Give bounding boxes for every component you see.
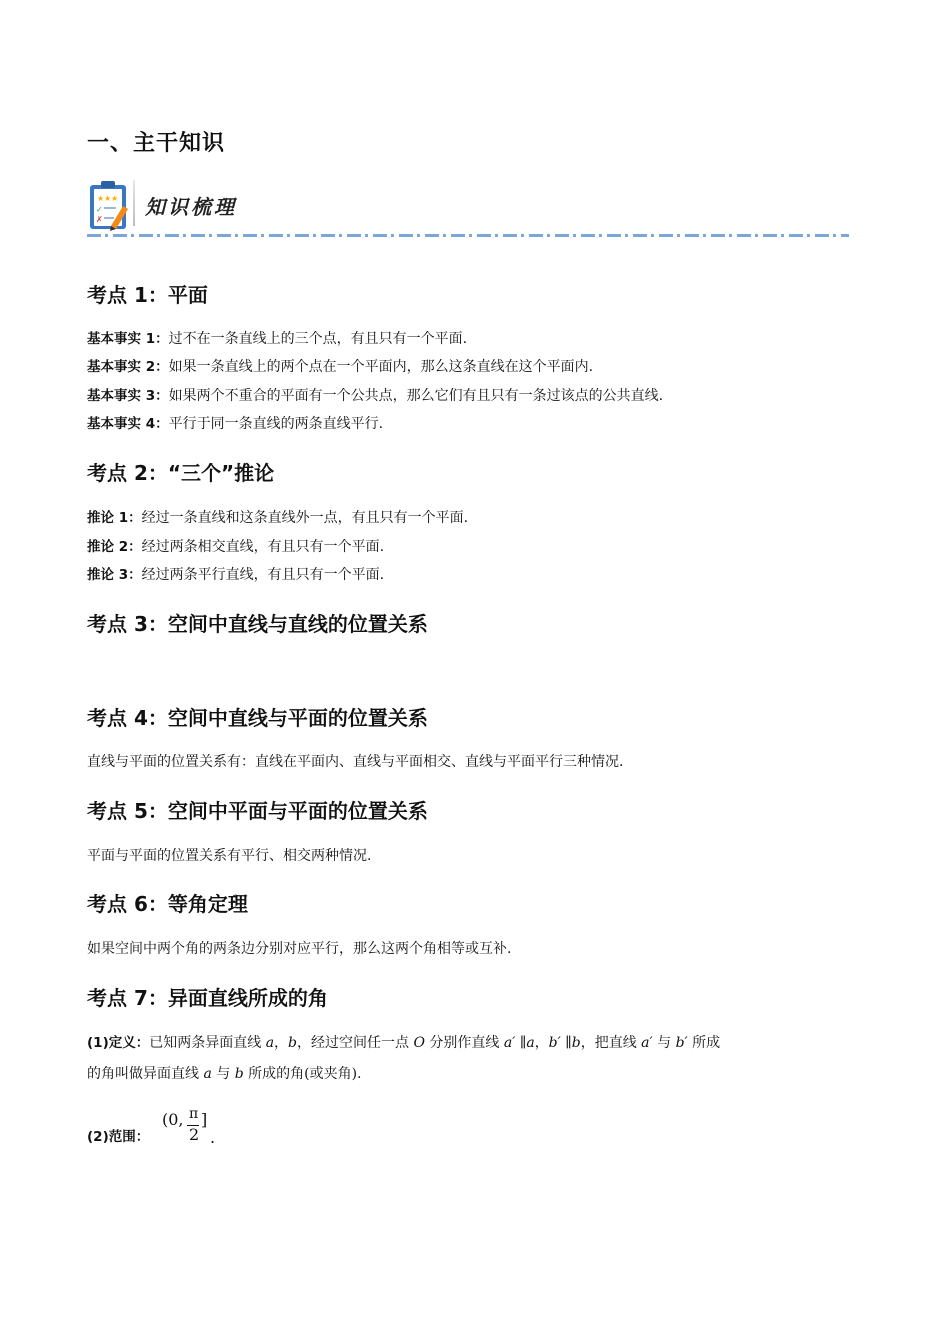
svg-text:★: ★ — [111, 194, 119, 203]
fact-text: 过不在一条直线上的三个点，有且只有一个平面. — [168, 331, 468, 347]
text: 分别作直线 — [424, 1035, 504, 1051]
k6-title: 考点 6：等角定理 — [87, 892, 248, 916]
range-label: (2)范围： — [87, 1129, 150, 1145]
text: 所成 — [687, 1035, 721, 1051]
corollary-text: 经过一条直线和这条直线外一点，有且只有一个平面. — [141, 510, 469, 526]
text: 与 — [211, 1066, 235, 1082]
fact-text: 如果一条直线上的两个点在一个平面内，那么这条直线在这个平面内. — [168, 359, 594, 375]
parallel-symbol: ∥ — [515, 1035, 527, 1051]
clipboard-checklist-icon — [87, 176, 131, 232]
corollary-label: 推论 1： — [87, 510, 142, 526]
k1-fact-4 — [87, 414, 867, 434]
fact-label: 基本事实 1： — [87, 331, 169, 347]
knowledge-banner — [87, 176, 277, 232]
k4-text: 直线与平面的位置关系有：直线在平面内、直线与平面相交、直线与平面平行三种情况. — [87, 754, 624, 770]
definition-label: (1)定义： — [87, 1035, 150, 1051]
var-b: b — [571, 1035, 581, 1051]
text: ，经过空间任一点 — [297, 1035, 414, 1051]
range-numerator: π — [189, 1106, 199, 1122]
var-b: b — [288, 1035, 298, 1051]
text: 所成的角(或夹角). — [243, 1066, 362, 1082]
svg-text:✓: ✓ — [96, 205, 103, 214]
var-o: O — [413, 1035, 425, 1051]
text: ， — [534, 1035, 549, 1051]
k1-title: 考点 1：平面 — [87, 283, 208, 307]
fact-label: 基本事实 2： — [87, 359, 169, 375]
var-b-prime: b′ — [548, 1035, 561, 1051]
range-open: (0, — [162, 1110, 184, 1129]
var-a-prime: a′ — [503, 1035, 516, 1051]
banner-separator — [133, 180, 135, 226]
text: ，把直线 — [580, 1035, 642, 1051]
corollary-text: 经过两条平行直线，有且只有一个平面. — [141, 567, 385, 583]
fact-text: 如果两个不重合的平面有一个公共点，那么它们有且只有一条过该点的公共直线. — [168, 388, 664, 404]
corollary-label: 推论 3： — [87, 567, 142, 583]
fact-text: 平行于同一条直线的两条直线平行. — [168, 416, 384, 432]
var-a-prime: a′ — [641, 1035, 653, 1051]
text: 的角叫做异面直线 — [87, 1066, 204, 1082]
k5-title: 考点 5：空间中平面与平面的位置关系 — [87, 799, 428, 823]
section-title: 一、主干知识 — [87, 131, 226, 156]
k1-fact-2 — [87, 357, 867, 377]
k6-text: 如果空间中两个角的两条边分别对应平行，那么这两个角相等或互补. — [87, 941, 512, 957]
svg-text:★: ★ — [97, 194, 105, 203]
k3-title: 考点 3：空间中直线与直线的位置关系 — [87, 612, 428, 636]
k5-text: 平面与平面的位置关系有平行、相交两种情况. — [87, 848, 372, 864]
banner-title: 知识梳理 — [145, 195, 237, 219]
corollary-label: 推论 2： — [87, 539, 142, 555]
range-denominator: 2 — [189, 1125, 200, 1144]
k7-definition-line1 — [87, 1033, 867, 1053]
k7-definition-line2 — [87, 1064, 867, 1084]
k2-item-2 — [87, 537, 867, 557]
fact-label: 基本事实 3： — [87, 388, 169, 404]
text: 已知两条异面直线 — [149, 1035, 266, 1051]
var-a: a — [526, 1035, 535, 1051]
svg-text:★: ★ — [104, 194, 112, 203]
k4-title: 考点 4：空间中直线与平面的位置关系 — [87, 706, 428, 730]
var-a: a — [203, 1066, 212, 1082]
range-expression — [160, 1106, 220, 1146]
k1-fact-3 — [87, 386, 867, 406]
k1-fact-1 — [87, 329, 867, 349]
parallel-symbol: ∥ — [560, 1035, 572, 1051]
k2-title: 考点 2：“三个”推论 — [87, 461, 275, 485]
text: ， — [274, 1035, 289, 1051]
range-close: ] — [201, 1110, 208, 1129]
var-b-prime: b′ — [675, 1035, 688, 1051]
text: 与 — [652, 1035, 676, 1051]
range-end: . — [210, 1128, 216, 1147]
var-a: a — [265, 1035, 275, 1051]
svg-text:✗: ✗ — [96, 215, 103, 224]
k7-title: 考点 7：异面直线所成的角 — [87, 986, 328, 1010]
section-divider — [87, 234, 849, 237]
k2-item-3 — [87, 565, 867, 585]
corollary-text: 经过两条相交直线，有且只有一个平面. — [141, 539, 385, 555]
var-b: b — [234, 1066, 244, 1082]
k2-item-1 — [87, 508, 867, 528]
fact-label: 基本事实 4： — [87, 416, 169, 432]
